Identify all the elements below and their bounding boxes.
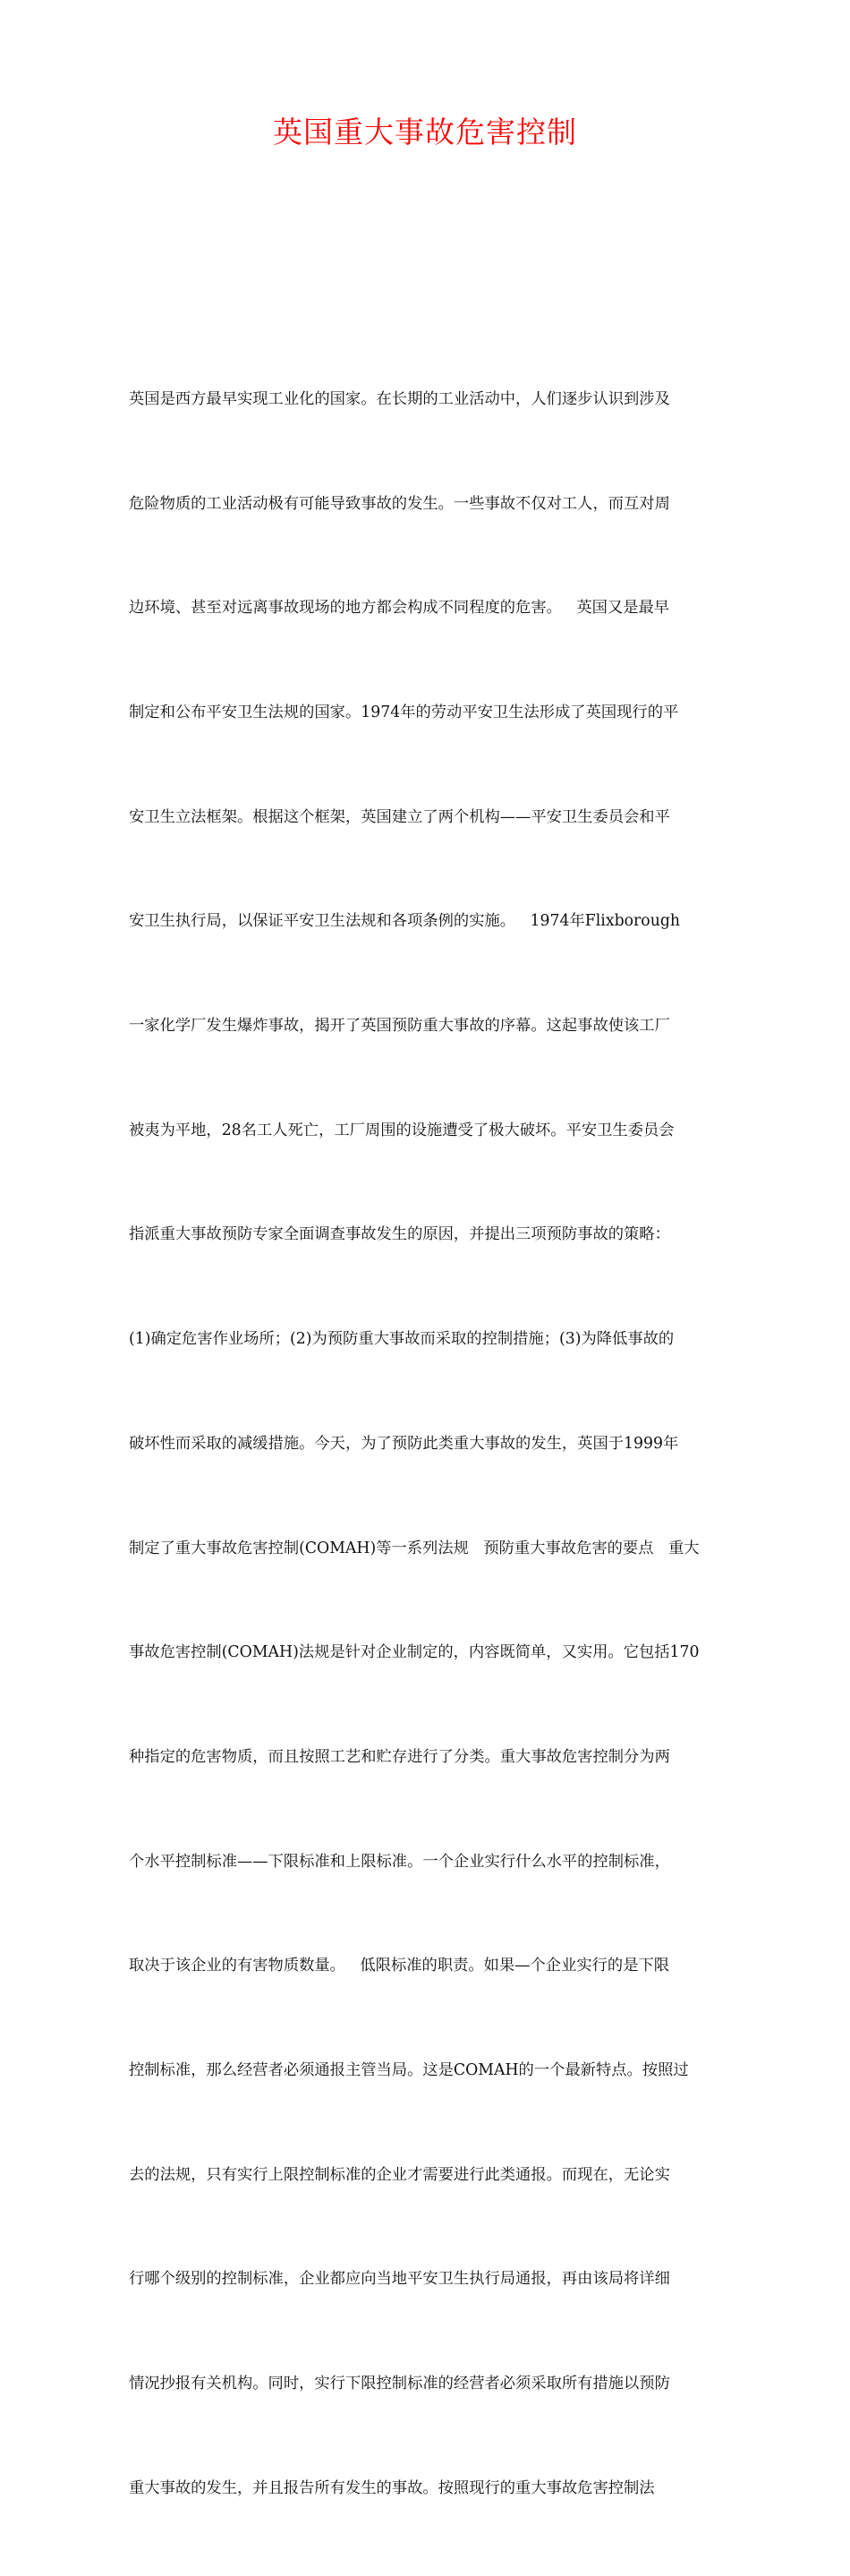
body-line-1: 英国是西方最早实现工业化的国家。在长期的工业活动中，人们逐步认识到涉及: [129, 389, 670, 408]
body-line-20: 情况抄报有关机构。同时，实行下限控制标准的经营者必须采取所有措施以预防: [129, 2375, 670, 2393]
body-line-8: 被夷为平地，28名工人死亡，工厂周围的设施遭受了极大破坏。平安卫生委员会: [129, 1121, 675, 1139]
body-line-12: 制定了重大事故危害控制(COMAH)等一系列法规 预防重大事故危害的要点 重大: [129, 1539, 700, 1557]
body-line-14: 种指定的危害物质，而且按照工艺和贮存进行了分类。重大事故危害控制分为两: [129, 1747, 670, 1766]
body-line-6: 安卫生执行局，以保证平安卫生法规和各项条例的实施。 1974年Flixborough: [129, 912, 681, 931]
body-line-9: 指派重大事故预防专家全面调查事故发生的原因，并提出三项预防事故的策略：: [129, 1225, 670, 1244]
body-line-5: 安卫生立法框架。根据这个框架，英国建立了两个机构——平安卫生委员会和平: [129, 807, 670, 826]
body-line-7: 一家化学厂发生爆炸事故，揭开了英国预防重大事故的序幕。这起事故使该工厂: [129, 1017, 670, 1036]
body-line-19: 行哪个级别的控制标准，企业都应向当地平安卫生执行局通报，再由该局将详细: [129, 2270, 670, 2289]
body-line-10: (1)确定危害作业场所；(2)为预防重大事故而采取的控制措施；(3)为降低事故的: [129, 1330, 675, 1349]
body-line-4: 制定和公布平安卫生法规的国家。1974年的劳动平安卫生法形成了英国现行的平: [129, 703, 679, 721]
body-line-17: 控制标准，那么经营者必须通报主管当局。这是COMAH的一个最新特点。按照过: [129, 2061, 689, 2080]
body-line-13: 事故危害控制(COMAH)法规是针对企业制定的，内容既简单，又实用。它包括170: [129, 1643, 700, 1662]
body-line-3: 边环境、甚至对远离事故现场的地方都会构成不同程度的危害。 英国又是最早: [129, 599, 670, 618]
body-line-21: 重大事故的发生，并且报告所有发生的事故。按照现行的重大事故危害控制法: [129, 2478, 655, 2497]
document-title: 英国重大事故危害控制: [273, 115, 577, 149]
body-line-15: 个水平控制标准——下限标准和上限标准。一个企业实行什么水平的控制标准，: [129, 1852, 670, 1871]
document-body: [129, 312, 721, 2576]
body-line-11: 破坏性而采取的减缓措施。今天，为了预防此类重大事故的发生，英国于1999年: [129, 1434, 679, 1453]
body-line-2: 危险物质的工业活动极有可能导致事故的发生。一些事故不仅对工人，而互对周: [129, 494, 670, 513]
body-line-16: 取决于该企业的有害物质数量。 低限标准的职责。如果—个企业实行的是下限: [129, 1957, 670, 1975]
body-line-18: 去的法规，只有实行上限控制标准的企业才需要进行此类通报。而现在，无论实: [129, 2165, 670, 2184]
